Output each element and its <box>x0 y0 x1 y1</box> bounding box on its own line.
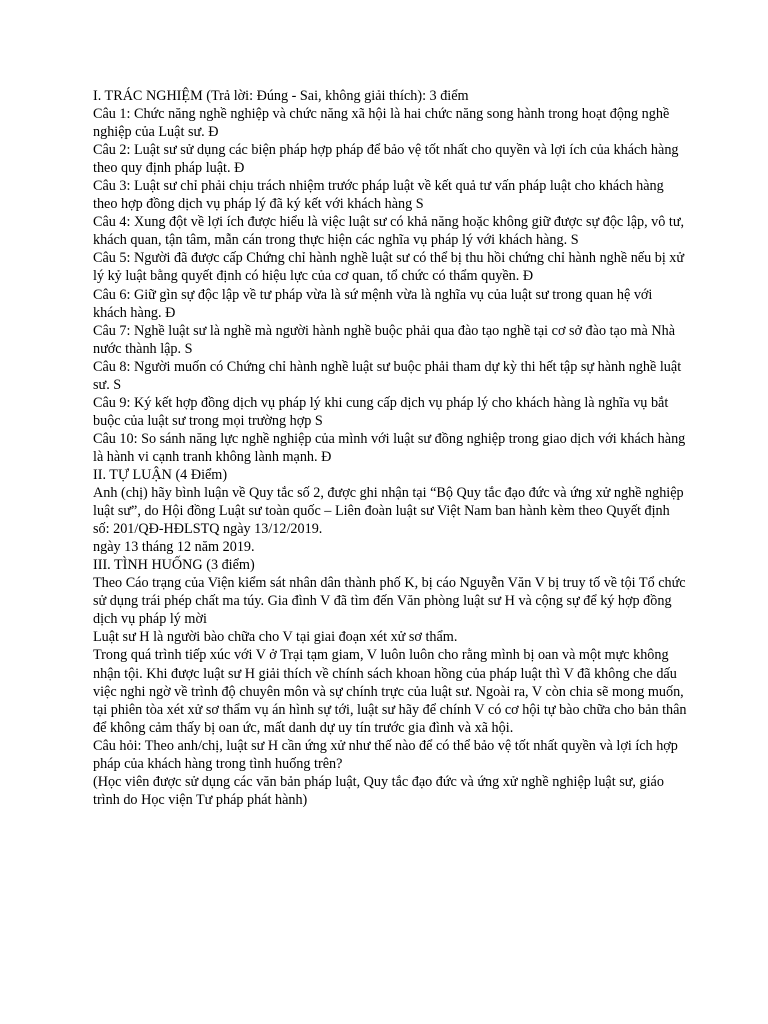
question-1: Câu 1: Chức năng nghề nghiệp và chức năng xã hội là hai chức năng song hành trong hoạt động nghề nghiệp của Luật sư. Đ <box>93 106 670 141</box>
question-10: Câu 10: So sánh năng lực nghề nghiệp của mình với luật sư đồng nghiệp trong giao dịch với khách hàng là hành vi cạnh tranh không lành mạnh. Đ <box>93 430 686 465</box>
document-body <box>93 87 688 809</box>
section-heading-essay: II. TỰ LUẬN (4 Điểm) <box>93 466 228 483</box>
question-7: Câu 7: Nghề luật sư là nghề mà người hành nghề buộc phải qua đào tạo nghề tại cơ sở đào tạo mà Nhà nước thành lập. S <box>93 322 675 357</box>
section-heading-multiple-choice: I. TRÁC NGHIỆM (Trả lời: Đúng - Sai, không giải thích): 3 điểm <box>93 88 469 104</box>
case-note: (Học viên được sử dụng các văn bản pháp luật, Quy tắc đạo đức và ứng xử nghề nghiệp luật sư, giáo trình do Học viện Tư pháp phát hành) <box>93 773 664 808</box>
case-paragraph-3: Trong quá trình tiếp xúc với V ở Trại tạm giam, V luôn luôn cho rằng mình bị oan và một mực không nhận tội. Khi được luật sư H giải thích về chính sách khoan hồng của pháp luật thì V đã không che dấu việc nghi ngờ về trình độ chuyên môn và sự chính trực của luật sư. Ngoài ra, V còn chia sẽ mong muốn, tại phiên tòa xét xử sơ thẩm vụ án hình sự tới, luật sư hãy để chính V có cơ hội tự bào chữa cho bản thân để không cảm thấy bị oan ức, mất danh dự uy tín trước gia đình và xã hội. <box>93 647 687 736</box>
question-3: Câu 3: Luật sư chỉ phải chịu trách nhiệm trước pháp luật về kết quả tư vấn pháp luật cho khách hàng theo hợp đồng dịch vụ pháp lý đã ký kết với khách hàng S <box>93 178 664 213</box>
question-6: Câu 6: Giữ gìn sự độc lập về tư pháp vừa là sứ mệnh vừa là nghĩa vụ của luật sư trong quan hệ với khách hàng. Đ <box>93 286 653 321</box>
question-2: Câu 2: Luật sư sử dụng các biện pháp hợp pháp để bảo vệ tốt nhất cho quyền và lợi ích của khách hàng theo quy định pháp luật. Đ <box>93 142 679 177</box>
question-8: Câu 8: Người muốn có Chứng chỉ hành nghề luật sư buộc phải tham dự kỳ thi hết tập sự hành nghề luật sư. S <box>93 358 682 393</box>
case-question: Câu hỏi: Theo anh/chị, luật sư H cần ứng xử như thế nào để có thể bảo vệ tốt nhất quyền và lợi ích hợp pháp của khách hàng trong tình huống trên? <box>93 737 678 772</box>
section-heading-case-study: III. TÌNH HUỐNG (3 điểm) <box>93 557 255 574</box>
date-line: ngày 13 tháng 12 năm 2019. <box>93 539 255 556</box>
question-4: Câu 4: Xung đột về lợi ích được hiểu là việc luật sư có khả năng hoặc không giữ được sự độc lập, vô tư, khách quan, tận tâm, mẫn cán trong thực hiện các nghĩa vụ pháp lý với khách hàng. S <box>93 214 685 249</box>
essay-prompt: Anh (chị) hãy bình luận về Quy tắc số 2, được ghi nhận tại “Bộ Quy tắc đạo đức và ứng xử nghề nghiệp luật sư”, do Hội đồng Luật sư toàn quốc – Liên đoàn luật sư Việt Nam ban hành kèm theo Quyết định số: 201/QĐ-HĐLSTQ ngày 13/12/2019. <box>93 485 684 538</box>
question-9: Câu 9: Ký kết hợp đồng dịch vụ pháp lý khi cung cấp dịch vụ pháp lý cho khách hàng là nghĩa vụ bắt buộc của luật sư trong mọi trường hợp S <box>93 394 669 429</box>
question-5: Câu 5: Người đã được cấp Chứng chỉ hành nghề luật sư có thể bị thu hồi chứng chỉ hành nghề nếu bị xử lý kỷ luật bằng quyết định có hiệu lực của cơ quan, tổ chức có thẩm quyền. Đ <box>93 250 685 285</box>
case-paragraph-1: Theo Cáo trạng của Viện kiểm sát nhân dân thành phố K, bị cáo Nguyễn Văn V bị truy tố về tội Tổ chức sử dụng trái phép chất ma túy. Gia đình V đã tìm đến Văn phòng luật sư H và cộng sự để ký hợp đồng dịch vụ pháp lý mời <box>93 575 686 628</box>
case-paragraph-2: Luật sư H là người bào chữa cho V tại giai đoạn xét xử sơ thẩm. <box>93 629 458 646</box>
